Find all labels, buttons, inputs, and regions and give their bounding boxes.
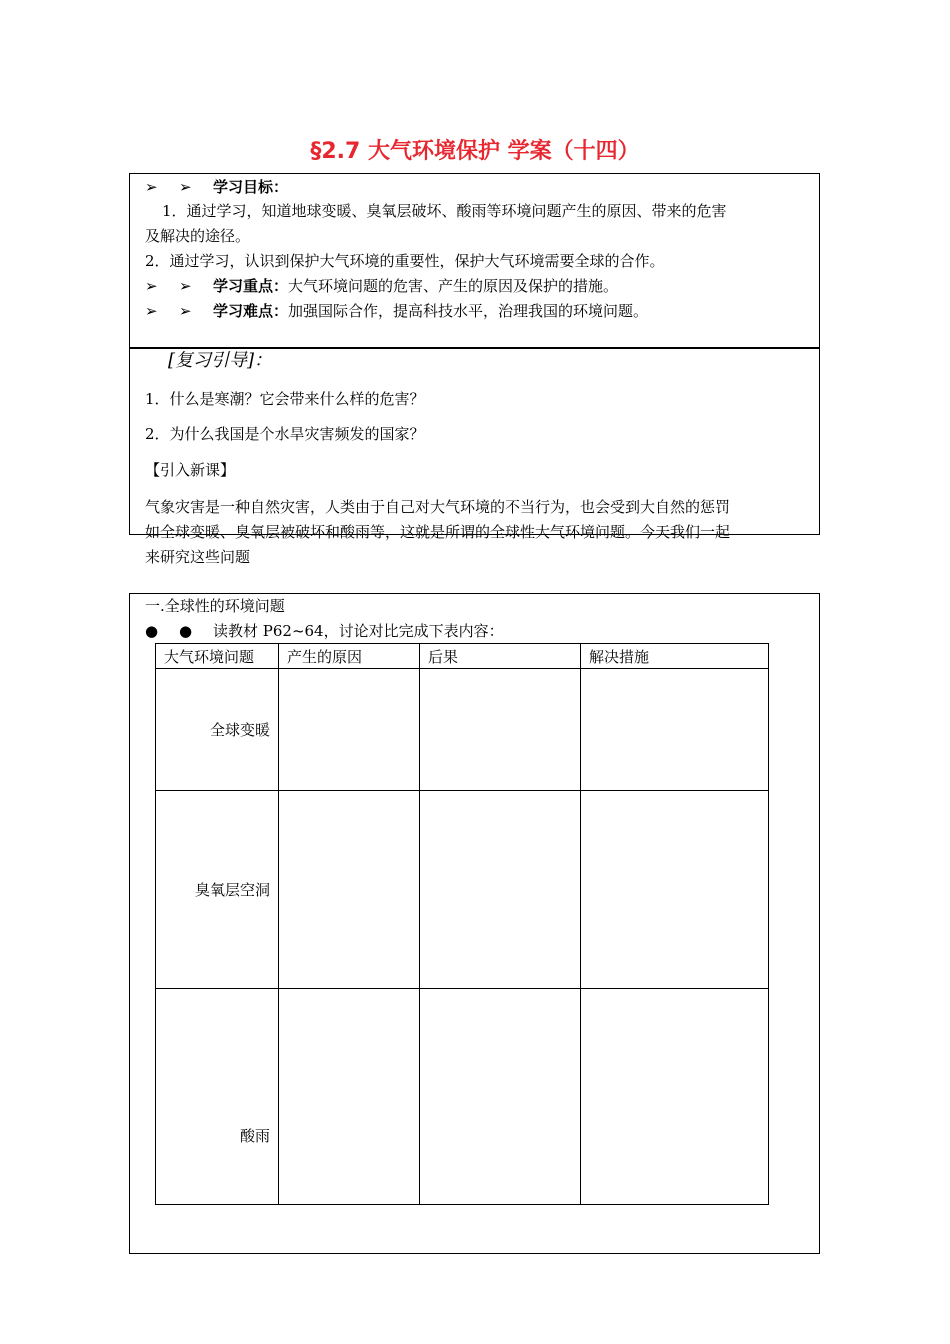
difficulty-label: 学习难点： <box>213 302 289 320</box>
review-question-2: 2．为什么我国是个水旱灾害频发的国家？ <box>145 425 425 443</box>
focus-line <box>145 276 618 296</box>
difficulty-line <box>145 301 648 321</box>
answer-cell[interactable] <box>581 791 769 989</box>
intro-paragraph-line-2: 如全球变暖、臭氧层被破坏和酸雨等，这就是所谓的全球性大气环境问题。今天我们一起 <box>145 523 731 541</box>
page-title: §2.7 大气环境保护 学案（十四） <box>310 139 640 164</box>
section1-instruction-line <box>145 621 504 641</box>
objectives-heading-line <box>145 177 288 197</box>
arrow-bullet-icon: ➢ <box>145 178 158 196</box>
arrow-bullet-icon: ➢ <box>145 277 158 295</box>
objective-2: 2．通过学习，认识到保护大气环境的重要性，保护大气环境需要全球的合作。 <box>145 252 665 270</box>
table-header-cell: 后果 <box>420 644 581 669</box>
arrow-bullet-icon: ➢ <box>179 178 192 196</box>
table-header-cell: 解决措施 <box>581 644 769 669</box>
intro-paragraph-line-1: 气象灾害是一种自然灾害，人类由于自己对大气环境的不当行为，也会受到大自然的惩罚 <box>145 498 731 516</box>
table-header-cell: 产生的原因 <box>279 644 420 669</box>
row-label-acid-rain: 酸雨 <box>156 989 279 1205</box>
table-header-row <box>156 644 769 669</box>
answer-cell[interactable] <box>279 669 420 791</box>
arrow-bullet-icon: ➢ <box>179 277 192 295</box>
answer-cell[interactable] <box>279 791 420 989</box>
difficulty-text: 加强国际合作，提高科技水平，治理我国的环境问题。 <box>288 302 649 320</box>
objective-1-line-1: 1．通过学习，知道地球变暖、臭氧层破坏、酸雨等环境问题产生的原因、带来的危害 <box>162 202 727 220</box>
intro-paragraph-line-3: 来研究这些问题 <box>145 548 251 566</box>
bullet-dot-icon: ● <box>145 622 159 640</box>
focus-text: 大气环境问题的危害、产生的原因及保护的措施。 <box>288 277 619 295</box>
answer-cell[interactable] <box>581 669 769 791</box>
section1-instruction: 读教材 P62~64，讨论对比完成下表内容： <box>213 622 504 640</box>
table-header-cell: 大气环境问题 <box>156 644 279 669</box>
answer-cell[interactable] <box>420 989 581 1205</box>
section1-heading: 一.全球性的环境问题 <box>145 597 285 615</box>
answer-cell[interactable] <box>279 989 420 1205</box>
answer-cell[interactable] <box>420 791 581 989</box>
row-label-global-warming: 全球变暖 <box>156 669 279 791</box>
objective-1-line-2: 及解决的途径。 <box>145 227 251 245</box>
table-row <box>156 791 769 989</box>
intro-heading: 【引入新课】 <box>145 461 236 479</box>
answer-cell[interactable] <box>420 669 581 791</box>
table-row <box>156 669 769 791</box>
focus-label: 学习重点： <box>213 277 289 295</box>
comparison-table <box>155 643 769 1205</box>
review-heading: [复习引导]： <box>168 350 273 371</box>
row-label-ozone-hole: 臭氧层空洞 <box>156 791 279 989</box>
arrow-bullet-icon: ➢ <box>179 302 192 320</box>
table-row <box>156 989 769 1205</box>
objectives-heading: 学习目标： <box>213 178 289 196</box>
bullet-dot-icon: ● <box>179 622 193 640</box>
review-question-1: 1．什么是寒潮？它会带来什么样的危害？ <box>145 390 425 408</box>
answer-cell[interactable] <box>581 989 769 1205</box>
arrow-bullet-icon: ➢ <box>145 302 158 320</box>
